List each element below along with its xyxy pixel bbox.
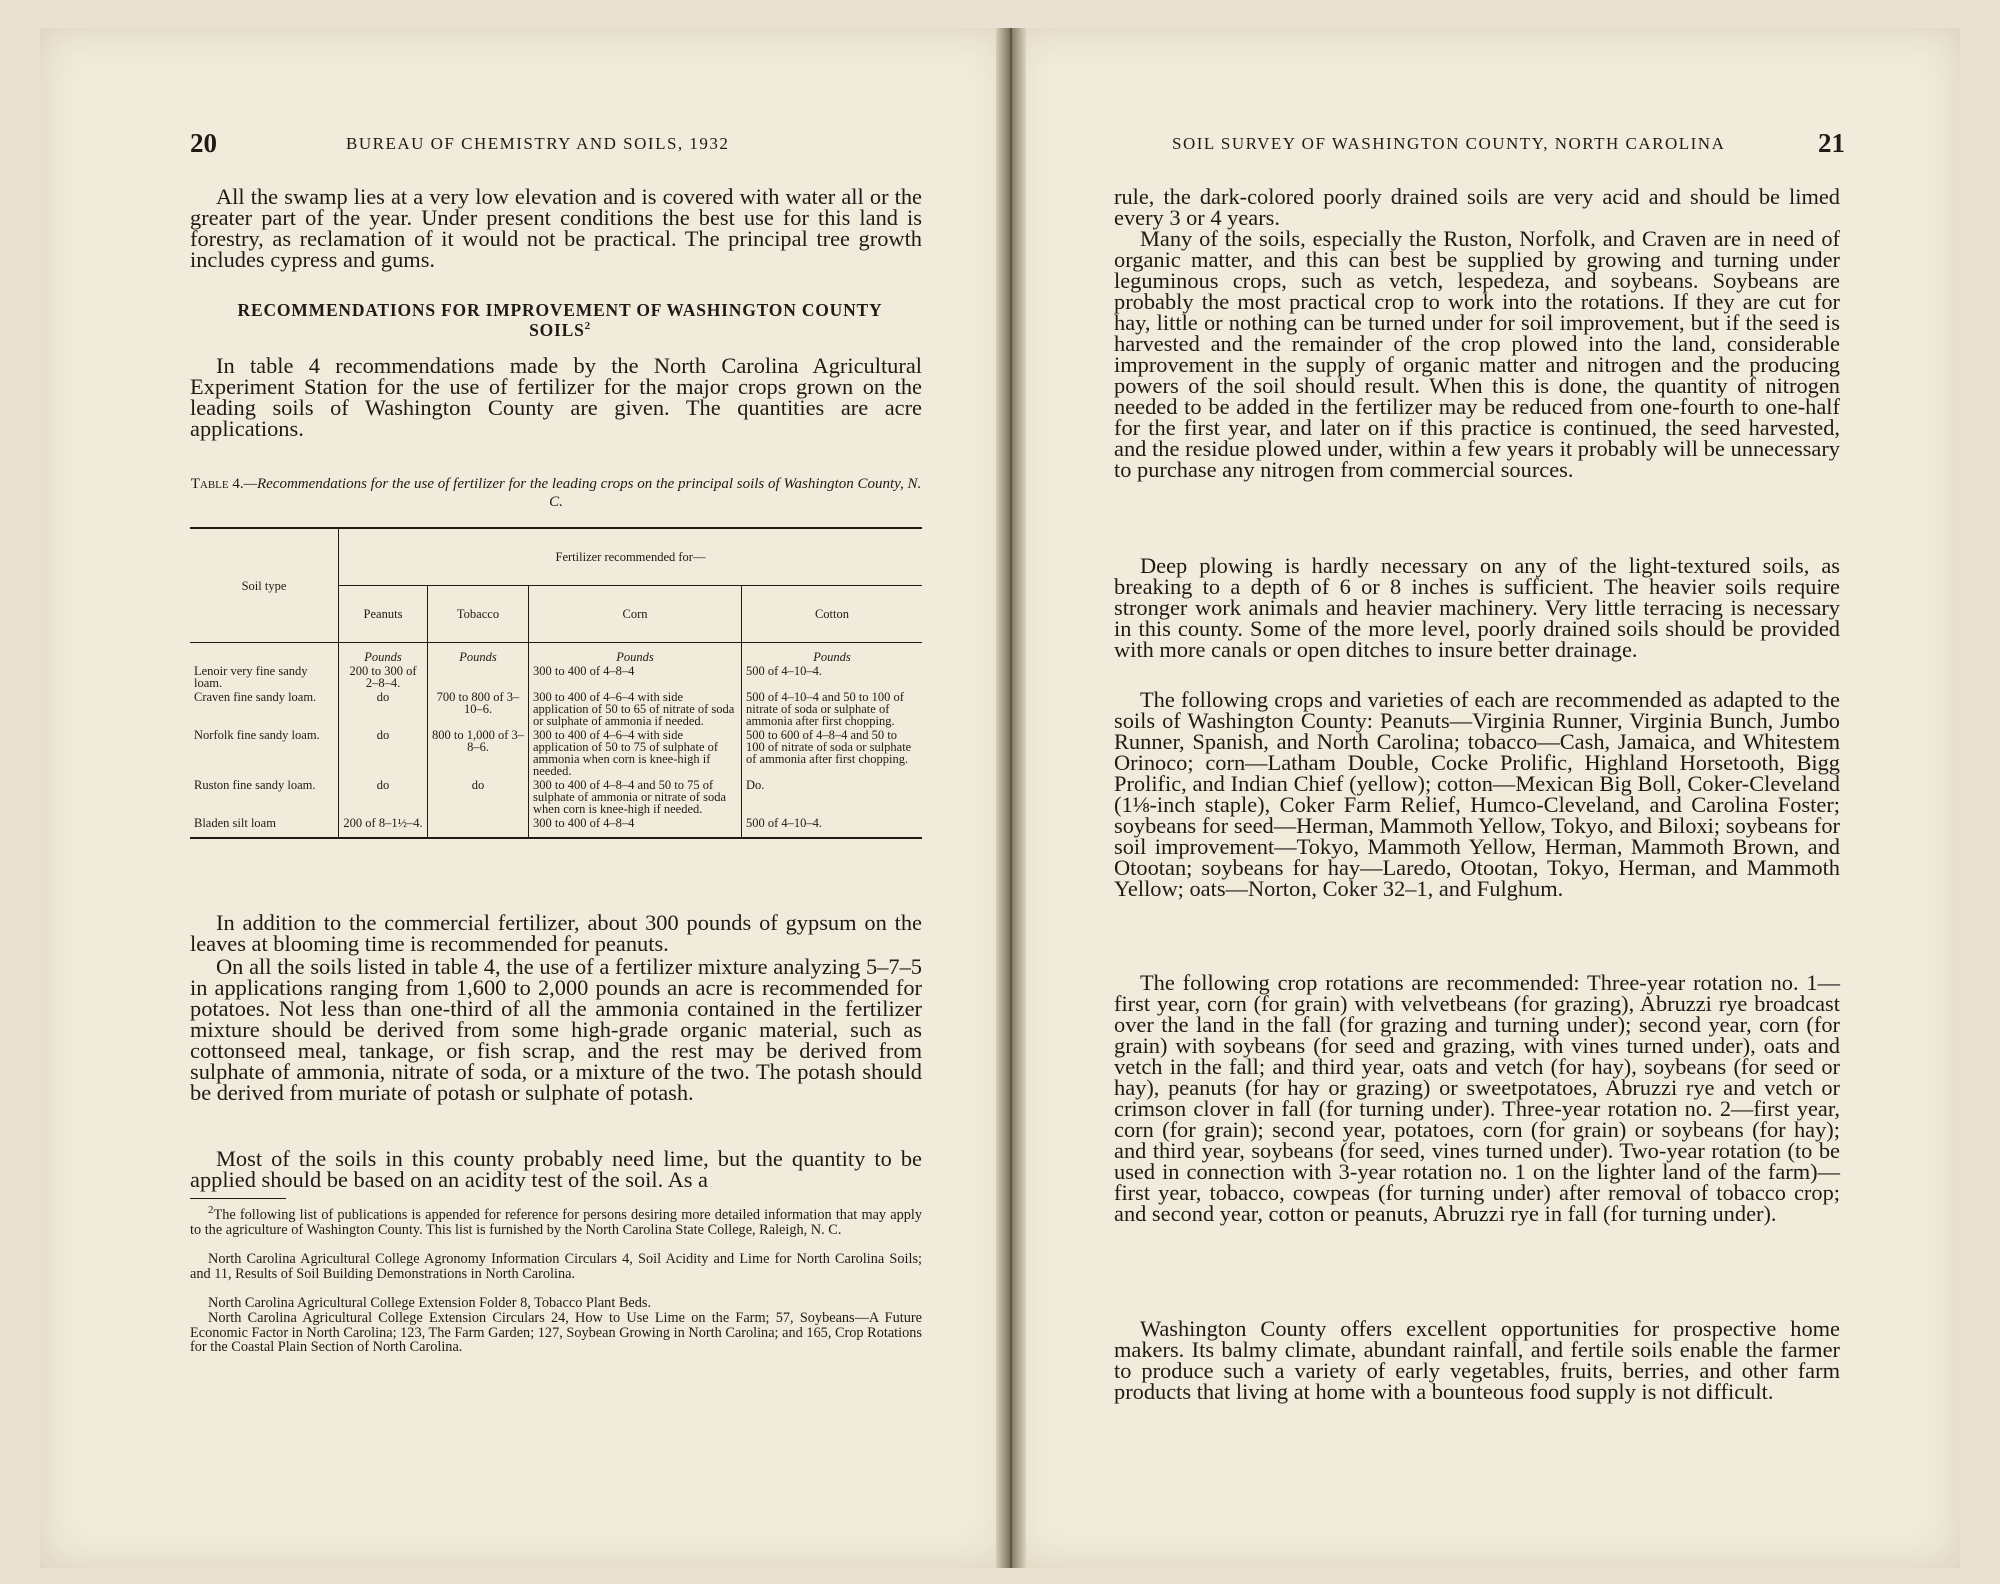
cell-tobacco — [428, 816, 529, 838]
cell-peanuts: do — [339, 690, 428, 728]
cell-soil: Norfolk fine sandy loam. — [194, 728, 320, 742]
cell-soil: Ruston fine sandy loam. — [194, 778, 316, 792]
intro-paragraph: All the swamp lies at a very low elevation and is covered with water all or the greater part of the year. Under present conditions the best use for this land is forestry, as reclamation of it would not be practical. The principal tree growth includes cypress and gums. — [190, 184, 922, 272]
footnote-mark: 2 — [208, 1204, 214, 1217]
table-caption — [190, 475, 922, 511]
col-peanuts: Peanuts — [339, 586, 428, 643]
cell-corn: 300 to 400 of 4–6–4 with side application of 50 to 75 of sulphate of ammonia when corn is knee-high if needed. — [529, 728, 742, 778]
table-row — [190, 778, 922, 816]
footnote-item: North Carolina Agricultural College Extension Circulars 24, How to Use Lime on the Farm; 57, Soybeans—A Future Economic Factor in North Carolina; 123, The Farm Garden; 127, Soybean Growing in North Carolina; and 165, Crop Rotations for the Coastal Plain Section of North Carolina. — [190, 1310, 922, 1355]
book-gutter — [996, 28, 1026, 1568]
table-row — [190, 728, 922, 778]
cell-peanuts: do — [339, 728, 428, 778]
organic-matter-paragraph: Many of the soils, especially the Ruston, Norfolk, and Craven are in need of organic matter, and this can best be supplied by growing and turning under leguminous crops, such as vetch, lespedeza, and soybeans. Soybeans are probably the most practical crop to work into the rotations. If they are cut for hay, little or nothing can be turned under for soil improvement, but if the seed is harvested and the remainder of the crop plowed into the land, considerable improvement in the supply of organic matter and nitrogen and the producing powers of the soil should result. When this is done, the quantity of nitrogen needed to be added in the fertilizer may be reduced from one-fourth to one-half for the first year, and later on if this practice is continued, the seed harvested, and the residue plowed under, within a few years it probably will be unnecessary to purchase any nitrogen from commercial sources. — [1114, 226, 1840, 482]
section-heading: RECOMMENDATIONS FOR IMPROVEMENT OF WASHINGTON COUNTY SOILS$^2$ — [237, 300, 883, 340]
cell-tobacco: 700 to 800 of 3–10–6. — [428, 690, 529, 728]
cell-corn: 300 to 400 of 4–8–4 and 50 to 75 of sulphate of ammonia or nitrate of soda when corn is knee-high if needed. — [529, 778, 742, 816]
units-tobacco: Pounds — [428, 643, 529, 665]
footnote-intro: $^2$The following list of publications is appended for reference for persons desiring more detailed information that may apply to the agriculture of Washington County. This list is furnished by the North Carolina State College, Raleigh, N. C. — [190, 1204, 922, 1238]
running-head-left: BUREAU OF CHEMISTRY AND SOILS, 1932 — [346, 134, 730, 153]
continuation-paragraph: rule, the dark-colored poorly drained soils are very acid and should be limed every 3 or 4 years. — [1114, 184, 1840, 230]
cell-peanuts: 200 to 300 of 2–8–4. — [339, 664, 428, 690]
fertilizer-group-header: Fertilizer recommended for— — [339, 528, 923, 586]
cell-soil: Lenoir very fine sandy loam. — [194, 664, 308, 690]
gypsum-paragraph: In addition to the commercial fertilizer, about 300 pounds of gypsum on the leaves at blooming time is recommended for peanuts. — [190, 910, 922, 956]
col-corn: Corn — [529, 586, 742, 643]
cell-corn: 300 to 400 of 4–8–4 — [529, 816, 742, 838]
units-peanuts: Pounds — [339, 643, 428, 665]
lime-paragraph: Most of the soils in this county probably need lime, but the quantity to be applied should be based on an acidity test of the soil. As a — [190, 1146, 922, 1192]
cell-cotton: 500 of 4–10–4. — [742, 664, 923, 690]
cell-cotton: 500 of 4–10–4. — [742, 816, 923, 838]
fertilizer-table — [190, 527, 922, 839]
cell-tobacco: 800 to 1,000 of 3–8–6. — [428, 728, 529, 778]
page-number-right: 21 — [1818, 128, 1845, 158]
cell-corn: 300 to 400 of 4–8–4 — [529, 664, 742, 690]
cell-cotton: 500 of 4–10–4 and 50 to 100 of nitrate of soda or sulphate of ammonia after first chopping. — [742, 690, 923, 728]
cell-peanuts: do — [339, 778, 428, 816]
units-soil-blank — [190, 643, 339, 665]
potatoes-paragraph: On all the soils listed in table 4, the use of a fertilizer mixture analyzing 5–7–5 in applications ranging from 1,600 to 2,000 pounds an acre is recommended for potatoes. Not less than one-third of all the ammonia contained in the fertilizer mixture should be derived from some high-grade organic material, such as cottonseed meal, tankage, or fish scrap, and the rest may be derived from sulphate of ammonia, nitrate of soda, or a mixture of the two. The potash should be derived from muriate of potash or sulphate of potash. — [190, 954, 922, 1105]
cell-tobacco — [428, 664, 529, 690]
cell-tobacco: do — [428, 778, 529, 816]
running-head-right: SOIL SURVEY OF WASHINGTON COUNTY, NORTH CAROLINA — [1172, 134, 1726, 153]
units-cotton: Pounds — [742, 643, 923, 665]
page-number-left: 20 — [190, 128, 217, 158]
col-tobacco: Tobacco — [428, 586, 529, 643]
cell-soil: Bladen silt loam — [194, 816, 276, 830]
footnote-item: North Carolina Agricultural College Agronomy Information Circulars 4, Soil Acidity and Lime for North Carolina Soils; and 11, Results of Soil Building Demonstrations in North Carolina. — [190, 1251, 922, 1282]
varieties-paragraph: The following crops and varieties of each are recommended as adapted to the soils of Washington County: Peanuts—Virginia Runner, Virginia Bunch, Jumbo Runner, Spanish, and North Carolina; tobacco—Cash, Jamaica, and Whitestem Orinoco; corn—Latham Double, Cocke Prolific, Highland Horsetooth, Bigg Prolific, and Indian Chief (yellow); cotton—Mexican Big Boll, Coker-Cleveland (1⅛-inch staple), Coker Farm Relief, Humco-Cleveland, and Carolina Foster; soybeans for seed—Herman, Mammoth Yellow, Tokyo, and Biloxi; soybeans for soil improvement—Tokyo, Mammoth Yellow, Herman, Mammoth Brown, and Otootan; soybeans for hay—Laredo, Otootan, Tokyo, Herman, and Mammoth Yellow; oats—Norton, Coker 32–1, and Fulghum. — [1114, 687, 1840, 901]
cell-soil: Craven fine sandy loam. — [194, 690, 317, 704]
footnote-mark-heading: 2 — [584, 320, 591, 333]
table-row — [190, 690, 922, 728]
footnote-rule — [190, 1198, 286, 1199]
plowing-paragraph: Deep plowing is hardly necessary on any of the light-textured soils, as breaking to a depth of 6 or 8 inches is sufficient. The heavier soils require stronger work animals and heavier machinery. Very little terracing is necessary in this county. Some of the more level, poorly drained soils should be provided with more canals or open ditches to insure better drainage. — [1114, 553, 1840, 662]
closing-paragraph: Washington County offers excellent opportunities for prospective home makers. Its balmy climate, abundant rainfall, and fertile soils enable the farmer to produce such a variety of early vegetables, fruits, berries, and other farm products that living at home with a bounteous food supply is not difficult. — [1114, 1316, 1840, 1404]
table-row — [190, 816, 922, 838]
rotations-paragraph: The following crop rotations are recommended: Three-year rotation no. 1—first year, corn (for grain) with velvetbeans (for grazing), Abruzzi rye broadcast over the land in the fall (for grazing and turning under); second year, corn (for grain) with soybeans (for seed and grazing, with vines turned under), oats and vetch in the fall; and third year, oats and vetch (for hay), soybeans (for seed or hay), peanuts (for hay or grazing) or sweetpotatoes, Abruzzi rye and vetch or crimson clover in fall (for turning under). Three-year rotation no. 2—first year, corn (for grain); second year, potatoes, corn (for grain) or soybeans (for hay); and third year, soybeans (for seed, vines turned under). Two-year rotation (to be used in connection with 3-year rotation no. 1 on the lighter land of the farm)—first year, tobacco, cowpeas (for turning under) after removal of tobacco crop; and second year, cotton or peanuts, Abruzzi rye in fall (for turning under). — [1114, 970, 1840, 1226]
footnote-item: North Carolina Agricultural College Extension Folder 8, Tobacco Plant Beds. — [208, 1295, 652, 1311]
table-intro-paragraph: In table 4 recommendations made by the North Carolina Agricultural Experiment Station for the use of fertilizer for the major crops grown on the leading soils of Washington County are given. The quantities are acre applications. — [190, 353, 922, 441]
table-row — [190, 664, 922, 690]
table-caption-label: Table 4. — [190, 476, 244, 492]
col-cotton: Cotton — [742, 586, 923, 643]
units-corn: Pounds — [529, 643, 742, 665]
cell-cotton: Do. — [742, 778, 923, 816]
cell-corn: 300 to 400 of 4–6–4 with side application of 50 to 65 of nitrate of soda or sulphate of ammonia if needed. — [529, 690, 742, 728]
soil-type-header: Soil type — [190, 528, 339, 643]
cell-peanuts: 200 of 8–1½–4. — [339, 816, 428, 838]
table-caption-text: —Recommendations for the use of fertilizer for the leading crops on the principal soils of Washington County, N. C. — [243, 476, 922, 510]
cell-cotton: 500 to 600 of 4–8–4 and 50 to 100 of nitrate of soda or sulphate of ammonia after first chopping. — [742, 728, 923, 778]
